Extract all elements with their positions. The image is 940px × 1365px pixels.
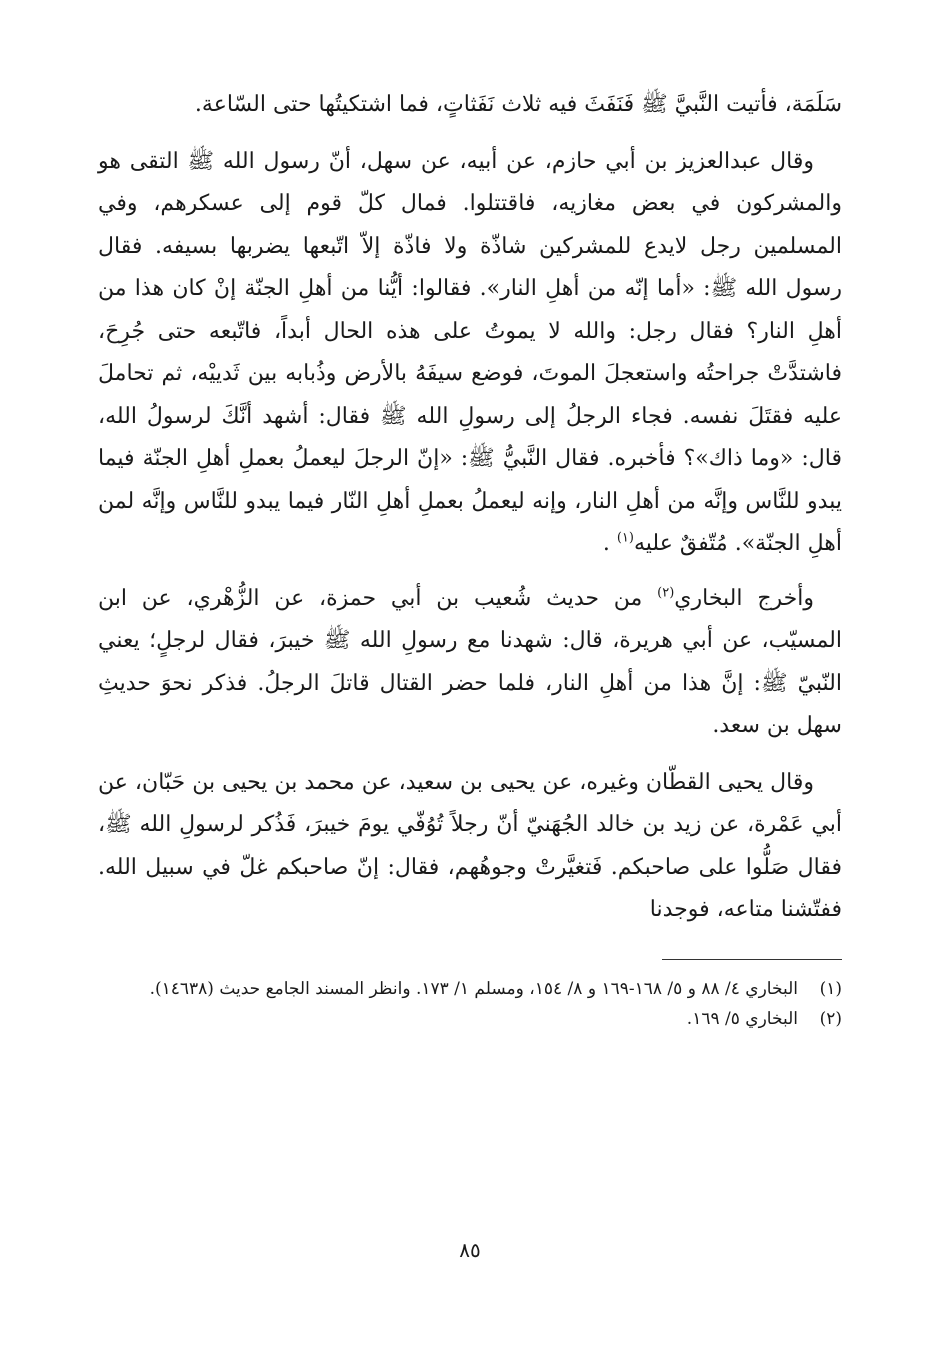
footnotes: [98, 974, 842, 1034]
paragraph-3-text: من حديث شُعيب بن أبي حمزة، عن الزُّهْري، عن ابن المسيّب، عن أبي هريرة، قال: شهدنا مع رسولِ الله ﷺ خيبرَ، فقال لرجلٍ؛ يعني النّبيّ ﷺ: إنَّ هذا من أهلِ النار، فلما حضر القتال قاتلَ الرجلُ. فذكر نحوَ حديثِ سهل بن سعد.: [98, 585, 842, 738]
page-body: [98, 84, 842, 1034]
footnote-separator: [662, 959, 842, 960]
paragraph-3: [98, 578, 842, 748]
footnote-1-number: (١): [819, 978, 842, 999]
footnote-ref-2[interactable]: (٢): [657, 585, 675, 601]
page-number: ٨٥: [459, 1238, 481, 1262]
footnote-1: [98, 974, 842, 1004]
paragraph-1: سَلَمَة، فأتيت النَّبيَّ ﷺ فَنَفَثَ فيه ثلاث نَفَثاتٍ، فما اشتكيتُها حتى السّاعة.: [194, 92, 842, 117]
footnote-1-text: البخاري ٤/ ٨٨ و ٥/ ١٦٨-١٦٩ و ٨/ ١٥٤، ومسلم ١/ ١٧٣. وانظر المسند الجامع حديث (١٤٦٣٨).: [149, 978, 798, 999]
paragraph-2-tail: .: [602, 531, 617, 556]
paragraph-4: وقال يحيى القطّان وغيره، عن يحيى بن سعيد، عن محمد بن يحيى بن حَبّان، عن أبي عَمْرة، عن زيد بن خالد الجُهَنيّ أنّ رجلاً تُوُفّي يومَ خيبرَ، فَذُكر لرسولِ الله ﷺ، فقال صَلُّوا على صاحبكم. فَتغيَّرتْ وجوهُهم، فقال: إنّ صاحبكم غلّ في سبيل الله. ففتّشنا متاعه، فوجدنا: [98, 769, 842, 922]
footnote-2-text: البخاري ٥/ ١٦٩.: [686, 1008, 798, 1029]
paragraph-2-text: وقال عبدالعزيز بن أبي حازم، عن أبيه، عن سهل، أنّ رسول الله ﷺ التقى هو والمشركون في بعض مغازيه، فاقتتلوا. فمال كلّ قوم إلى عسكرهم، وفي المسلمين رجل لايدع للمشركين شاذّة ولا فاذّة إلاّ اتّبعها يضربها بسيفه. فقال رسول الله ﷺ: «أما إنّه من أهلِ النار». فقالوا: أيُّنا من أهلِ الجنّة إنْ كان هذا من أهلِ النار؟ فقال رجل: والله لا يموتُ على هذه الحال أبداً، فاتّبعه حتى جُرِحَ، فاشتدَّتْ جراحتُه واستعجلَ الموتَ، فوضع سيفَهُ بالأرض وذُبابه بين ثَدييْه، ثم تحاملَ عليه فقتَلَ نفسه. فجاء الرجلُ إلى رسولِ الله ﷺ فقال: أشهد أنَّكَ لرسولُ الله، قال: «وما ذاك»؟ فأخبره. فقال النَّبيُّ ﷺ: «إنّ الرجلَ ليعملُ بعملِ أهلِ الجنّة فيما يبدو للنَّاس وإنَّه من أهلِ النار، وإنه ليعملُ بعملِ أهلِ النّار فيما يبدو للنَّاس وإنَّه لمن أهلِ الجنّة». مُتّفقٌ عليه: [98, 148, 842, 556]
paragraph-2: [98, 141, 842, 566]
paragraph-3-lead: وأخرج البخاري: [674, 585, 814, 611]
footnote-2: [98, 1004, 842, 1034]
footnote-ref-1[interactable]: (١): [616, 530, 634, 546]
footnote-2-number: (٢): [819, 1008, 842, 1029]
